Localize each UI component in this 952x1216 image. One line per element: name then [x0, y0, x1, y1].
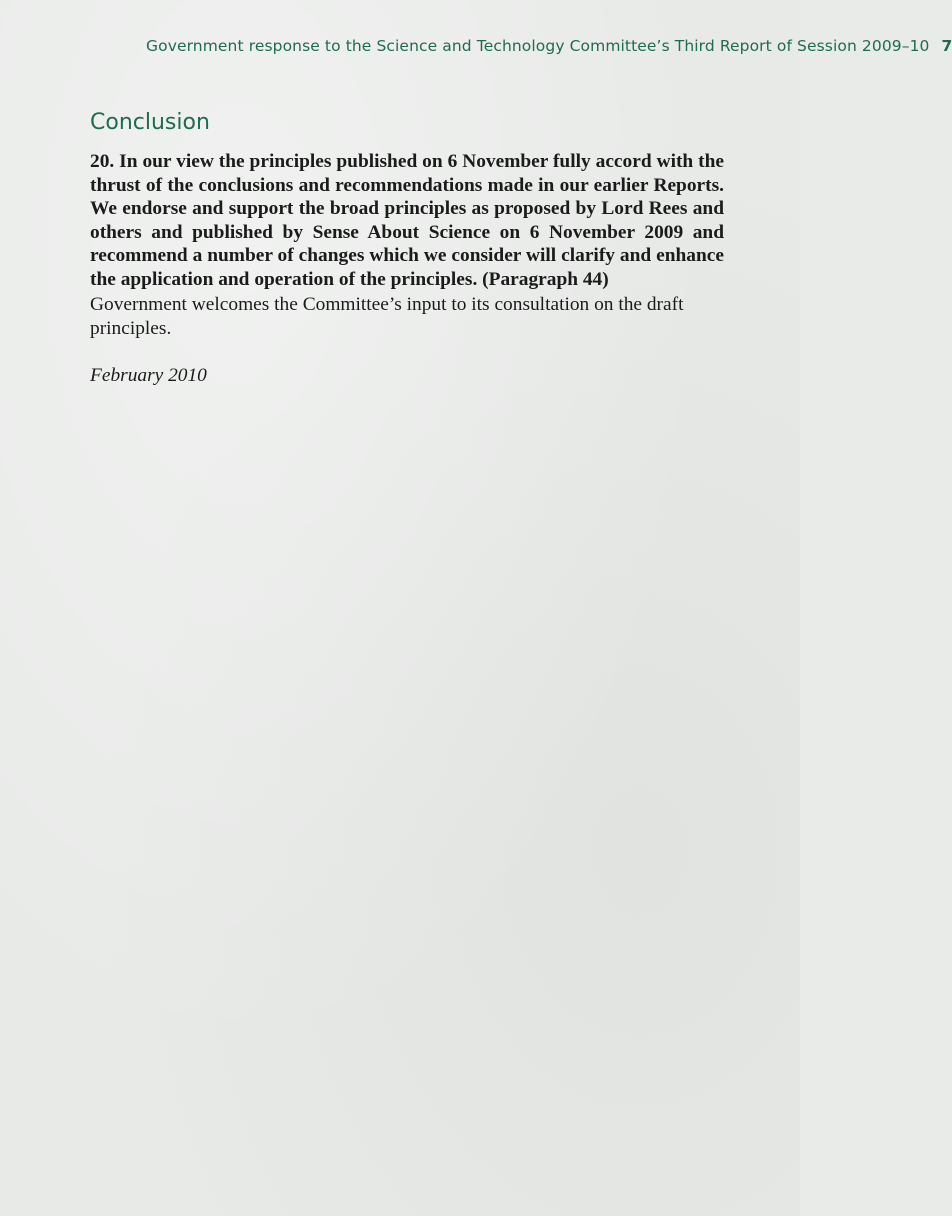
page-number: 7: [941, 37, 952, 55]
publication-date: February 2010: [90, 365, 207, 386]
section-heading: Conclusion: [90, 110, 210, 135]
government-response-paragraph: Government welcomes the Committee’s input to its consultation on the draft principles.: [90, 294, 684, 339]
recommendation-paragraph: 20. In our view the principles published on 6 November fully accord with the thrust of the conclusions and recommendations made in our earlier Reports. We endorse and support the broad principles as proposed by Lord Rees and others and published by Sense About Science on 6 November 2009 and recommend a number of changes which we consider will clarify and enhance the application and operation of the principles. (Paragraph 44): [90, 151, 724, 290]
running-header-title: Government response to the Science and Technology Committee’s Third Report of Session 2009–10: [146, 37, 930, 55]
running-header: [146, 37, 952, 55]
